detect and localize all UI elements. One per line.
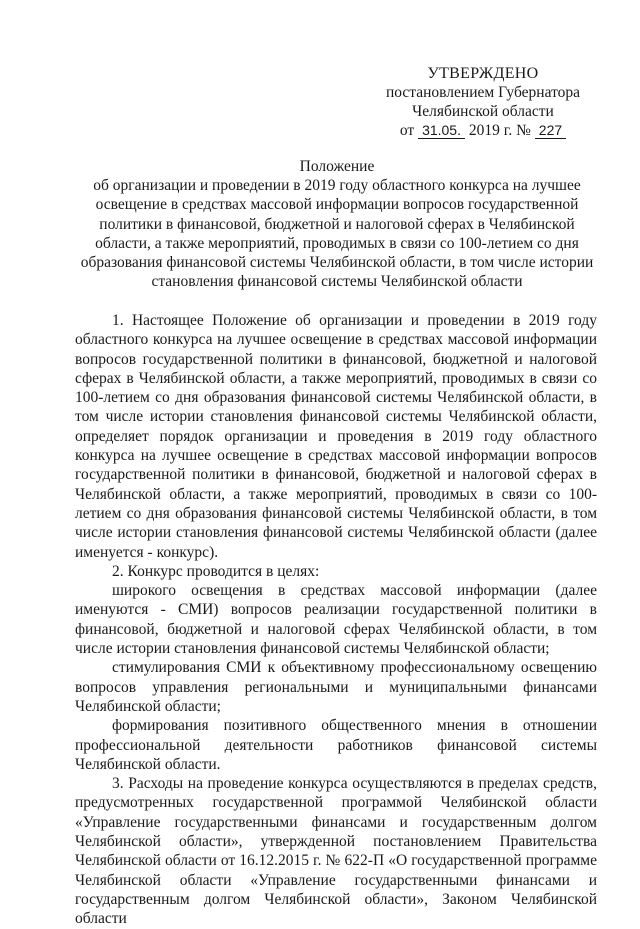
title-line-5: области, а также мероприятий, проводимых в связи со 100-летием со дня bbox=[95, 234, 579, 252]
paragraph-5: формирования позитивного общественного мнения в отношении профессиональной деятельности работников финансовой системы Челябинской области. bbox=[75, 717, 597, 773]
paragraph-6: 3. Расходы на проведение конкурса осуществляются в пределах средств, предусмотренных государственной программой Челябинской области «Управление государственными финансами и государственным долгом Челябинской области», утвержденной постановлением Правительства Челябинской области от 16.12.2015 г. № 622-П «О государственной программе Челябинской области «Управление государственными финансами и государственным долгом Челябинской области», Законом Челябинской области bbox=[75, 775, 597, 928]
paragraph-4: стимулирования СМИ к объективному профессиональному освещению вопросов управления региональными и муниципальными финансами Челябинской области; bbox=[75, 659, 597, 715]
document-title bbox=[72, 157, 602, 291]
title-line-6: образования финансовой системы Челябинской области, в том числе истории bbox=[80, 254, 594, 272]
approval-stamp bbox=[368, 64, 598, 140]
title-line-2: об организации и проведении в 2019 году областного конкурса на лучшее bbox=[93, 177, 581, 195]
year-text: 2019 г. № bbox=[468, 122, 531, 139]
title-line-7: становления финансовой системы Челябинской области bbox=[151, 273, 523, 291]
paragraph-1: 1. Настоящее Положение об организации и проведении в 2019 году областного конкурса на лучшее освещение в средствах массовой информации вопросов государственной политики в финансовой, бюджетной и налоговой сферах в Челябинской области, а также мероприятий, проводимых в связи со 100-летием со дня образования финансовой системы Челябинской области, в том числе истории становления финансовой системы Челябинской области, определяет порядок организации и проведения в 2019 году областного конкурса на лучшее освещение в средствах массовой информации вопросов государственной политики в финансовой, бюджетной и налоговой сферах в Челябинской области, а также мероприятий, проводимых в связи со 100-летием со дня образования финансовой системы Челябинской области, в том числе истории становления финансовой системы Челябинской области (далее именуется - конкурс). bbox=[75, 312, 597, 561]
title-line-4: политики в финансовой, бюджетной и налоговой сферах в Челябинской bbox=[99, 215, 575, 233]
document-body bbox=[75, 311, 597, 929]
approval-line-1: постановлением Губернатора bbox=[385, 84, 581, 101]
title-line-1: Положение bbox=[299, 158, 375, 175]
approval-date-line bbox=[368, 121, 598, 140]
approval-heading: УТВЕРЖДЕНО bbox=[427, 65, 539, 82]
date-prefix: от bbox=[399, 122, 415, 139]
approval-line-2: Челябинской области bbox=[412, 103, 554, 120]
title-line-3: освещение в средствах массовой информации вопросов государственной bbox=[95, 196, 579, 214]
paragraph-3: широкого освещения в средствах массовой информации (далее именуются - СМИ) вопросов реализации государственной политики в финансовой, бюджетной и налоговой сферах Челябинской области, в том числе истории становления финансовой системы Челябинской области; bbox=[75, 582, 597, 658]
document-number: 227 bbox=[535, 123, 566, 139]
date-value: 31.05. bbox=[418, 123, 465, 139]
paragraph-2: 2. Конкурс проводится в целях: bbox=[112, 562, 320, 580]
